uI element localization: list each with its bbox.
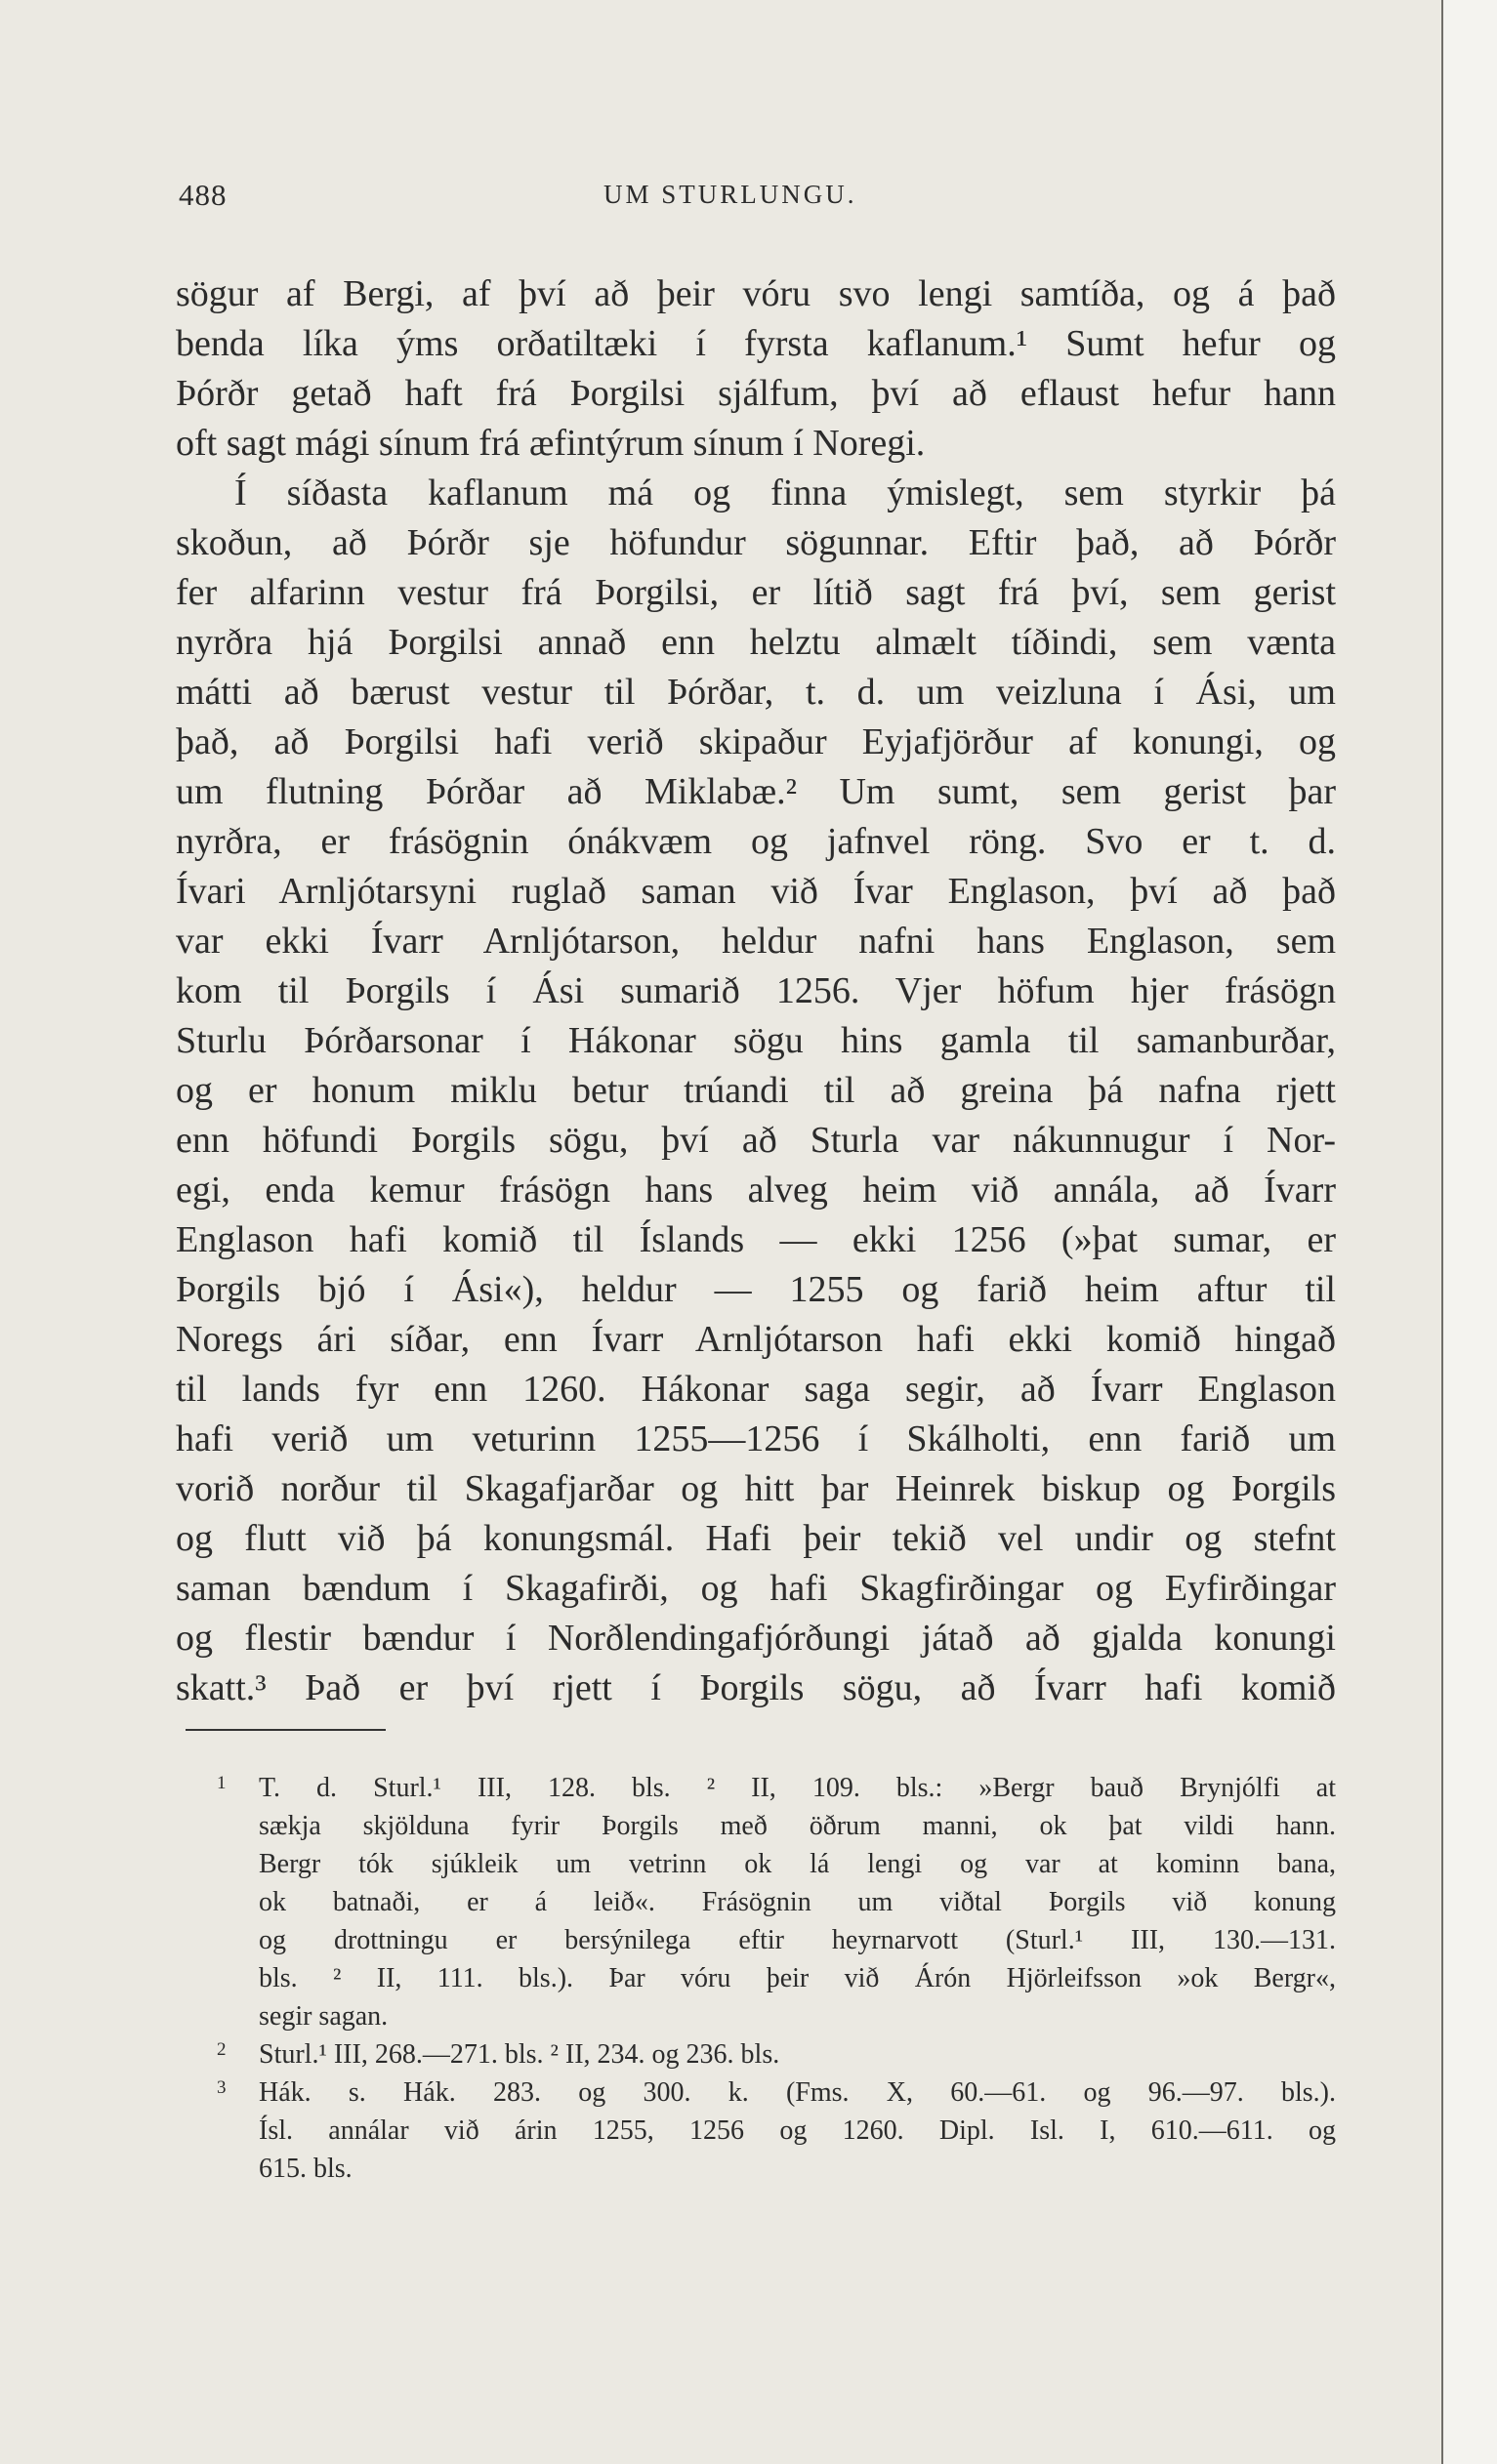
footnote-marker: 3 <box>217 2077 227 2098</box>
body-line: var ekki Ívarr Arnljótarson, heldur nafni hans Englason, sem <box>176 921 1336 962</box>
body-line: Ívari Arnljótarsyni ruglað saman við Ívar Englason, því að það <box>176 871 1336 912</box>
page-edge <box>1441 0 1497 2464</box>
body-line: kom til Þorgils í Ási sumarið 1256. Vjer höfum hjer frásögn <box>176 970 1336 1011</box>
body-line: skoðun, að Þórðr sje höfundur sögunnar. Eftir það, að Þórðr <box>176 522 1336 563</box>
body-line: mátti að bærust vestur til Þórðar, t. d. um veizluna í Ási, um <box>176 672 1336 713</box>
footnote-line: Hák. s. Hák. 283. og 300. k. (Fms. X, 60.—61. og 96.—97. bls.). <box>259 2077 1336 2108</box>
page-number: 488 <box>179 178 228 212</box>
body-line: benda líka ýms orðatiltæki í fyrsta kaflanum.¹ Sumt hefur og <box>176 323 1336 364</box>
body-line: nyrðra hjá Þorgilsi annað enn helztu almælt tíðindi, sem vænta <box>176 622 1336 663</box>
body-line: saman bændum í Skagafirði, og hafi Skagfirðingar og Eyfirðingar <box>176 1568 1336 1609</box>
body-line: og er honum miklu betur trúandi til að greina þá nafna rjett <box>176 1070 1336 1111</box>
body-line: um flutning Þórðar að Miklabæ.² Um sumt, sem gerist þar <box>176 771 1336 812</box>
footnote-separator <box>186 1729 386 1731</box>
body-line: oft sagt mági sínum frá æfintýrum sínum í Noregi. <box>176 423 926 464</box>
body-line: Þorgils bjó í Ási«), heldur — 1255 og farið heim aftur til <box>176 1269 1336 1310</box>
footnote-line: Ísl. annálar við árin 1255, 1256 og 1260. Dipl. Isl. I, 610.—611. og <box>259 2115 1336 2146</box>
footnote <box>176 1769 1336 2035</box>
body-line: Noregs ári síðar, enn Ívarr Arnljótarson hafi ekki komið hingað <box>176 1319 1336 1360</box>
body-line: Í síðasta kaflanum má og finna ýmislegt, sem styrkir þá <box>234 472 1336 513</box>
footnote-line: Sturl.¹ III, 268.—271. bls. ² II, 234. og 236. bls. <box>259 2039 780 2070</box>
body-line: skatt.³ Það er því rjett í Þorgils sögu, að Ívarr hafi komið <box>176 1667 1336 1708</box>
body-line: nyrðra, er frásögnin ónákvæm og jafnvel röng. Svo er t. d. <box>176 821 1336 862</box>
footnote-marker: 1 <box>217 1773 227 1793</box>
body-line: og flutt við þá konungsmál. Hafi þeir tekið vel undir og stefnt <box>176 1518 1336 1559</box>
footnote <box>176 2035 1336 2074</box>
body-line: egi, enda kemur frásögn hans alveg heim við annála, að Ívarr <box>176 1170 1336 1211</box>
body-line: Þórðr getað haft frá Þorgilsi sjálfum, því að eflaust hefur hann <box>176 373 1336 414</box>
footnote-line: og drottningu er bersýnilega eftir heyrnarvott (Sturl.¹ III, 130.—131. <box>259 1925 1336 1955</box>
body-line: sögur af Bergi, af því að þeir vóru svo lengi samtíða, og á það <box>176 273 1336 314</box>
footnote-line: segir sagan. <box>259 2001 389 2032</box>
footnote-line: bls. ² II, 111. bls.). Þar vóru þeir við Árón Hjörleifsson »ok Bergr«, <box>259 1963 1336 1993</box>
footnote-line: sækja skjölduna fyrir Þorgils með öðrum manni, ok þat vildi hann. <box>259 1811 1336 1841</box>
body-line: Englason hafi komið til Íslands — ekki 1256 (»þat sumar, er <box>176 1219 1336 1260</box>
footnotes <box>176 1769 1336 2188</box>
body-line: fer alfarinn vestur frá Þorgilsi, er lítið sagt frá því, sem gerist <box>176 572 1336 613</box>
body-line: til lands fyr enn 1260. Hákonar saga segir, að Ívarr Englason <box>176 1369 1336 1410</box>
running-head: UM STURLUNGU. <box>603 180 857 209</box>
footnote-line: ok batnaði, er á leið«. Frásögnin um viðtal Þorgils við konung <box>259 1887 1336 1917</box>
body-line: Sturlu Þórðarsonar í Hákonar sögu hins gamla til samanburðar, <box>176 1020 1336 1061</box>
body-text <box>176 269 1336 1713</box>
body-line: það, að Þorgilsi hafi verið skipaður Eyjafjörður af konungi, og <box>176 721 1336 762</box>
body-line: og flestir bændur í Norðlendingafjórðungi játað að gjalda konungi <box>176 1618 1336 1659</box>
body-line: hafi verið um veturinn 1255—1256 í Skálholti, enn farið um <box>176 1418 1336 1459</box>
footnote-line: 615. bls. <box>259 2154 353 2184</box>
footnote <box>176 2074 1336 2188</box>
body-line: enn höfundi Þorgils sögu, því að Sturla var nákunnugur í Nor- <box>176 1120 1336 1161</box>
footnote-marker: 2 <box>217 2039 227 2060</box>
footnote-line: T. d. Sturl.¹ III, 128. bls. ² II, 109. bls.: »Bergr bauð Brynjólfi at <box>259 1773 1336 1803</box>
footnote-line: Bergr tók sjúkleik um vetrinn ok lá lengi og var at kominn bana, <box>259 1849 1336 1879</box>
body-line: vorið norður til Skagafjarðar og hitt þar Heinrek biskup og Þorgils <box>176 1468 1336 1509</box>
